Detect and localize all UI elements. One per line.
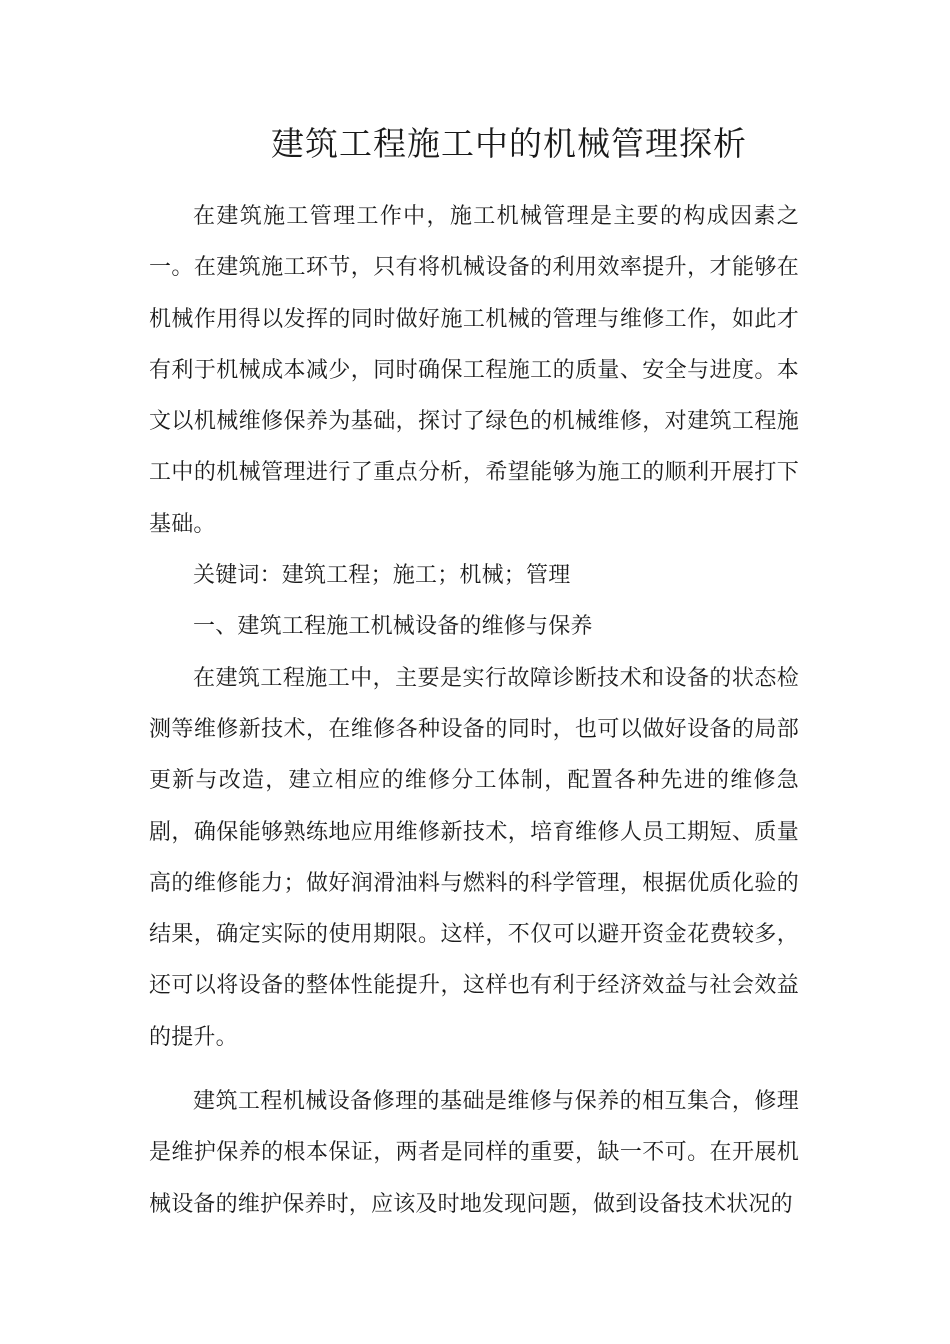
body-paragraph-1: 在建筑工程施工中，主要是实行故障诊断技术和设备的状态检测等维修新技术，在维修各种设备的同时，也可以做好设备的局部更新与改造，建立相应的维修分工体制，配置各种先进的维修急剧，确保能够熟练地应用维修新技术，培育维修人员工期短、质量高的维修能力；做好润滑油料与燃料的科学管理，根据优质化验的结果，确定实际的使用期限。这样，不仅可以避开资金花费较多，还可以将设备的整体性能提升，这样也有利于经济效益与社会效益的提升。 [149,665,799,1050]
section-heading-1: 一、建筑工程施工机械设备的维修与保养 [193,614,593,640]
abstract-paragraph: 在建筑施工管理工作中，施工机械管理是主要的构成因素之一。在建筑施工环节，只有将机械设备的利用效率提升，才能够在机械作用得以发挥的同时做好施工机械的管理与维修工作，如此才有利于机械成本减少，同时确保工程施工的质量、安全与进度。本文以机械维修保养为基础，探讨了绿色的机械维修，对建筑工程施工中的机械管理进行了重点分析，希望能够为施工的顺利开展打下基础。 [149,204,799,537]
document-title: 建筑工程施工中的机械管理探析 [271,124,747,163]
body-paragraph-2: 建筑工程机械设备修理的基础是维修与保养的相互集合，修理是维护保养的根本保证，两者是同样的重要，缺一不可。在开展机械设备的维护保养时，应该及时地发现问题，做到设备技术状况的 [149,1089,799,1217]
document-body [149,191,799,1230]
keywords-line: 关键词：建筑工程；施工；机械；管理 [193,563,571,589]
